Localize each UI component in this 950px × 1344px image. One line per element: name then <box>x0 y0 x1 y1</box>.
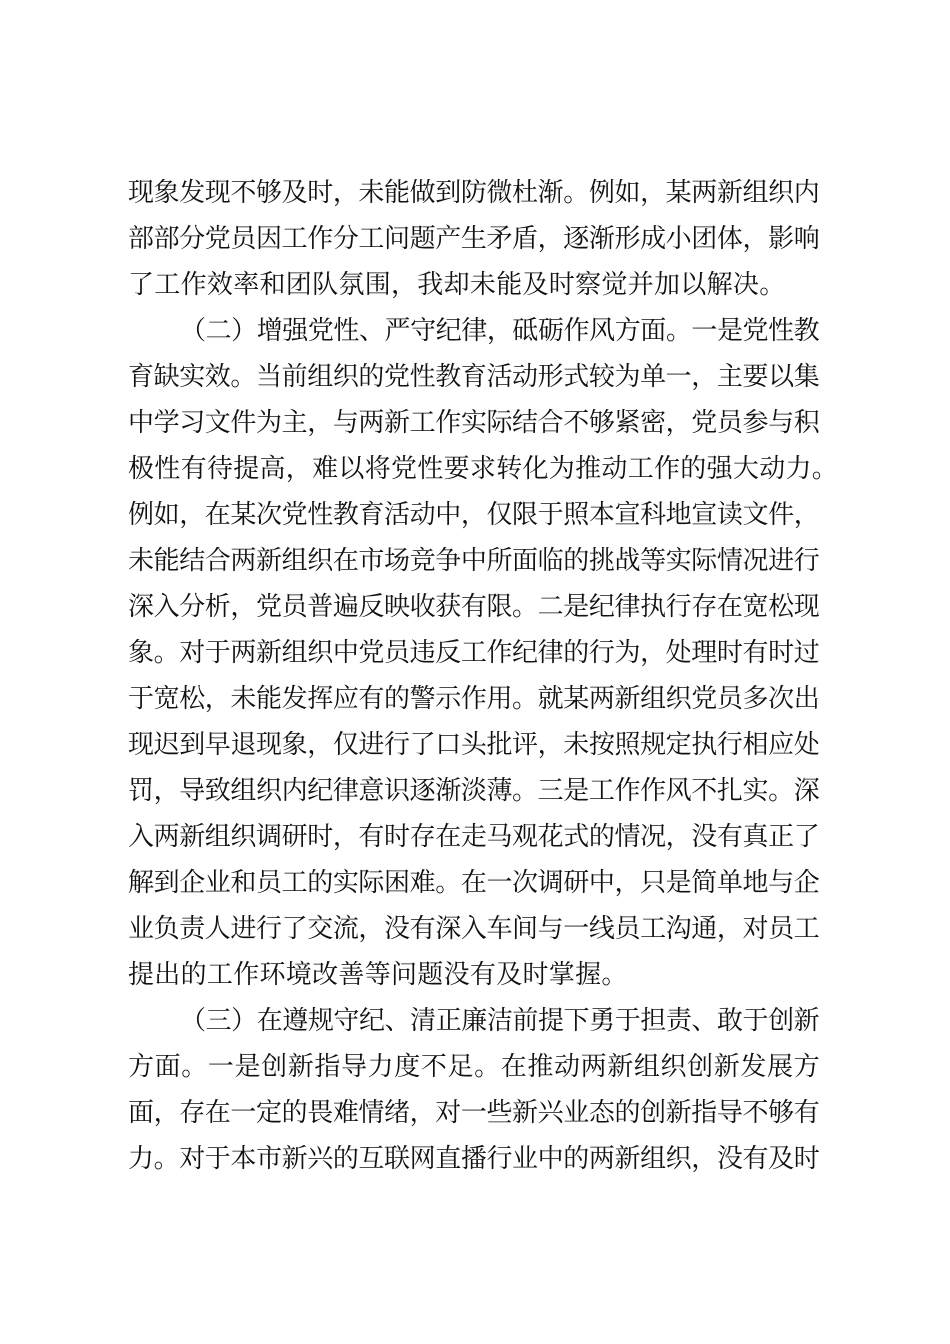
section-heading-line: （三）在遵规守纪、清正廉洁前提下勇于担责、敢于创新 <box>180 1006 820 1036</box>
text-line: 于宽松，未能发挥应有的警示作用。就某两新组织党员多次出 <box>128 684 820 714</box>
text-line: 提出的工作环境改善等问题没有及时掌握。 <box>128 960 628 990</box>
text-line: 方面。一是创新指导力度不足。在推动两新组织创新发展方 <box>128 1052 821 1082</box>
text-line: 极性有待提高，难以将党性要求转化为推动工作的强大动力。 <box>128 454 839 484</box>
text-line: 了工作效率和团队氛围，我却未能及时察觉并加以解决。 <box>128 270 786 300</box>
section-heading-line: （二）增强党性、严守纪律，砥砺作风方面。一是党性教 <box>180 316 820 346</box>
text-line: 育缺实效。当前组织的党性教育活动形式较为单一，主要以集 <box>128 362 820 392</box>
text-line: 罚，导致组织内纪律意识逐渐淡薄。三是工作作风不扎实。深 <box>128 776 820 806</box>
text-line: 入两新组织调研时，有时存在走马观花式的情况，没有真正了 <box>128 822 820 852</box>
document-body <box>128 170 839 1182</box>
text-line: 业负责人进行了交流，没有深入车间与一线员工沟通，对员工 <box>128 914 820 944</box>
text-line: 解到企业和员工的实际困难。在一次调研中，只是简单地与企 <box>128 868 820 898</box>
text-line: 未能结合两新组织在市场竞争中所面临的挑战等实际情况进行 <box>128 546 820 576</box>
text-line: 现象发现不够及时，未能做到防微杜渐。例如，某两新组织内 <box>128 178 820 208</box>
text-line: 面，存在一定的畏难情绪，对一些新兴业态的创新指导不够有 <box>128 1098 820 1128</box>
text-line: 中学习文件为主，与两新工作实际结合不够紧密，党员参与积 <box>128 408 820 438</box>
text-line: 例如，在某次党性教育活动中，仅限于照本宣科地宣读文件， <box>128 500 820 530</box>
text-line: 象。对于两新组织中党员违反工作纪律的行为，处理时有时过 <box>128 638 820 668</box>
text-line: 现迟到早退现象，仅进行了口头批评，未按照规定执行相应处 <box>128 730 820 760</box>
text-line: 力。对于本市新兴的互联网直播行业中的两新组织，没有及时 <box>128 1144 820 1174</box>
text-line: 部部分党员因工作分工问题产生矛盾，逐渐形成小团体，影响 <box>128 224 820 254</box>
text-line: 深入分析，党员普遍反映收获有限。二是纪律执行存在宽松现 <box>128 592 820 622</box>
